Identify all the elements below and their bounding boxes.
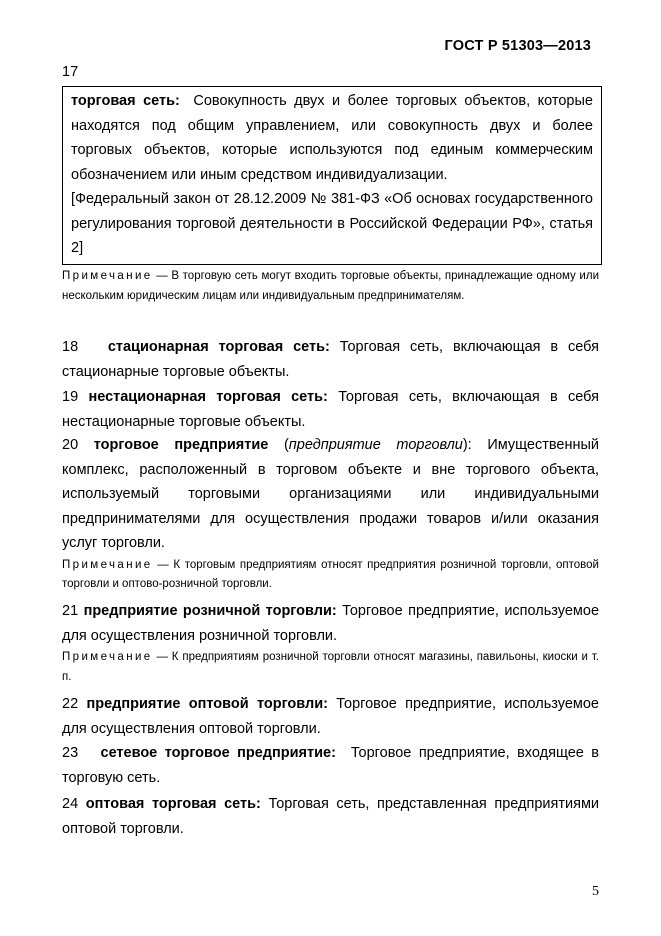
- term-17-box: [62, 86, 602, 265]
- term-title: торговое предприятие: [93, 437, 269, 453]
- term-title: предприятие оптовой торговли:: [86, 696, 328, 712]
- note-text: — В торговую сеть могут входить торговые объекты, принадлежащие одному или нескольким юридическим лицам или индивидуальным предпринимателям.: [62, 270, 599, 302]
- term-18: [62, 335, 599, 384]
- term-22: [62, 692, 599, 741]
- term-number: 21: [62, 603, 79, 619]
- term-definition: Торговое предприятие, используемое для осуществления розничной торговли.: [62, 603, 600, 644]
- term-definition: Торговая сеть, включающая в себя нестационарные торговые объекты.: [62, 389, 600, 430]
- term-title: стационарная торговая сеть:: [107, 339, 330, 355]
- term-17-number: 17: [62, 64, 79, 80]
- term-17-note: [62, 267, 599, 306]
- note-text: — К предприятиям розничной торговли относят магазины, павильоны, киоски и т. п.: [62, 651, 599, 683]
- term-title: предприятие розничной торговли:: [83, 603, 337, 619]
- term-number: 18: [62, 339, 79, 355]
- term-21-note: [62, 648, 599, 687]
- term-number: 19: [62, 389, 79, 405]
- term-number: 23: [62, 745, 79, 761]
- term-number: 22: [62, 696, 79, 712]
- term-definition: Торговая сеть, представленная предприятиями оптовой торговли.: [62, 796, 600, 837]
- note-text: — К торговым предприятиям относят предприятия розничной торговли, оптовой торговли и оптово-розничной торговли.: [62, 558, 599, 590]
- term-21: [62, 599, 599, 687]
- term-title: оптовая торговая сеть:: [85, 796, 261, 812]
- note-label: Примечание: [62, 558, 153, 571]
- term-title: нестационарная торговая сеть:: [88, 389, 328, 405]
- term-24: [62, 792, 599, 841]
- term-definition: Торговая сеть, включающая в себя стационарные торговые объекты.: [62, 339, 600, 380]
- paren-open: (: [283, 437, 289, 453]
- term-17-definition: [71, 89, 593, 187]
- term-20-note: [62, 556, 599, 595]
- document-header: ГОСТ Р 51303—2013: [444, 38, 591, 54]
- term-17-source: [Федеральный закон от 28.12.2009 № 381-ФЗ «Об основах государственного регулирования торговой деятельности в Российской Федерации РФ», статья 2]: [71, 191, 593, 256]
- term-17-text: Совокупность двух и более торговых объектов, которые находятся под общим управлением, или совокупность двух и более торговых объектов, которые используются под единым коммерческим обозначением или иным средством индивидуализации.: [71, 93, 593, 183]
- note-label: Примечание: [62, 651, 153, 663]
- page-number: 5: [592, 884, 599, 899]
- term-definition: Торговое предприятие, входящее в торговую сеть.: [62, 745, 599, 786]
- term-23: [62, 741, 599, 790]
- term-17-term: торговая сеть:: [71, 93, 180, 109]
- term-title: сетевое торговое предприятие:: [100, 745, 336, 761]
- term-20: [62, 433, 599, 595]
- term-synonym: предприятие торговли: [288, 437, 463, 453]
- term-19: [62, 385, 599, 434]
- term-number: 20: [62, 437, 79, 453]
- paren-close: ):: [462, 437, 472, 453]
- term-number: 24: [62, 796, 79, 812]
- note-label: Примечание: [62, 270, 153, 282]
- term-definition: Торговое предприятие, используемое для осуществления оптовой торговли.: [62, 696, 599, 737]
- term-definition: Имущественный комплекс, расположенный в торговом объекте и вне торгового объекта, используемый торговыми организациями или индивидуальными предпринимателями для осуществления продажи товаров и/или оказания услуг торговли.: [62, 437, 599, 551]
